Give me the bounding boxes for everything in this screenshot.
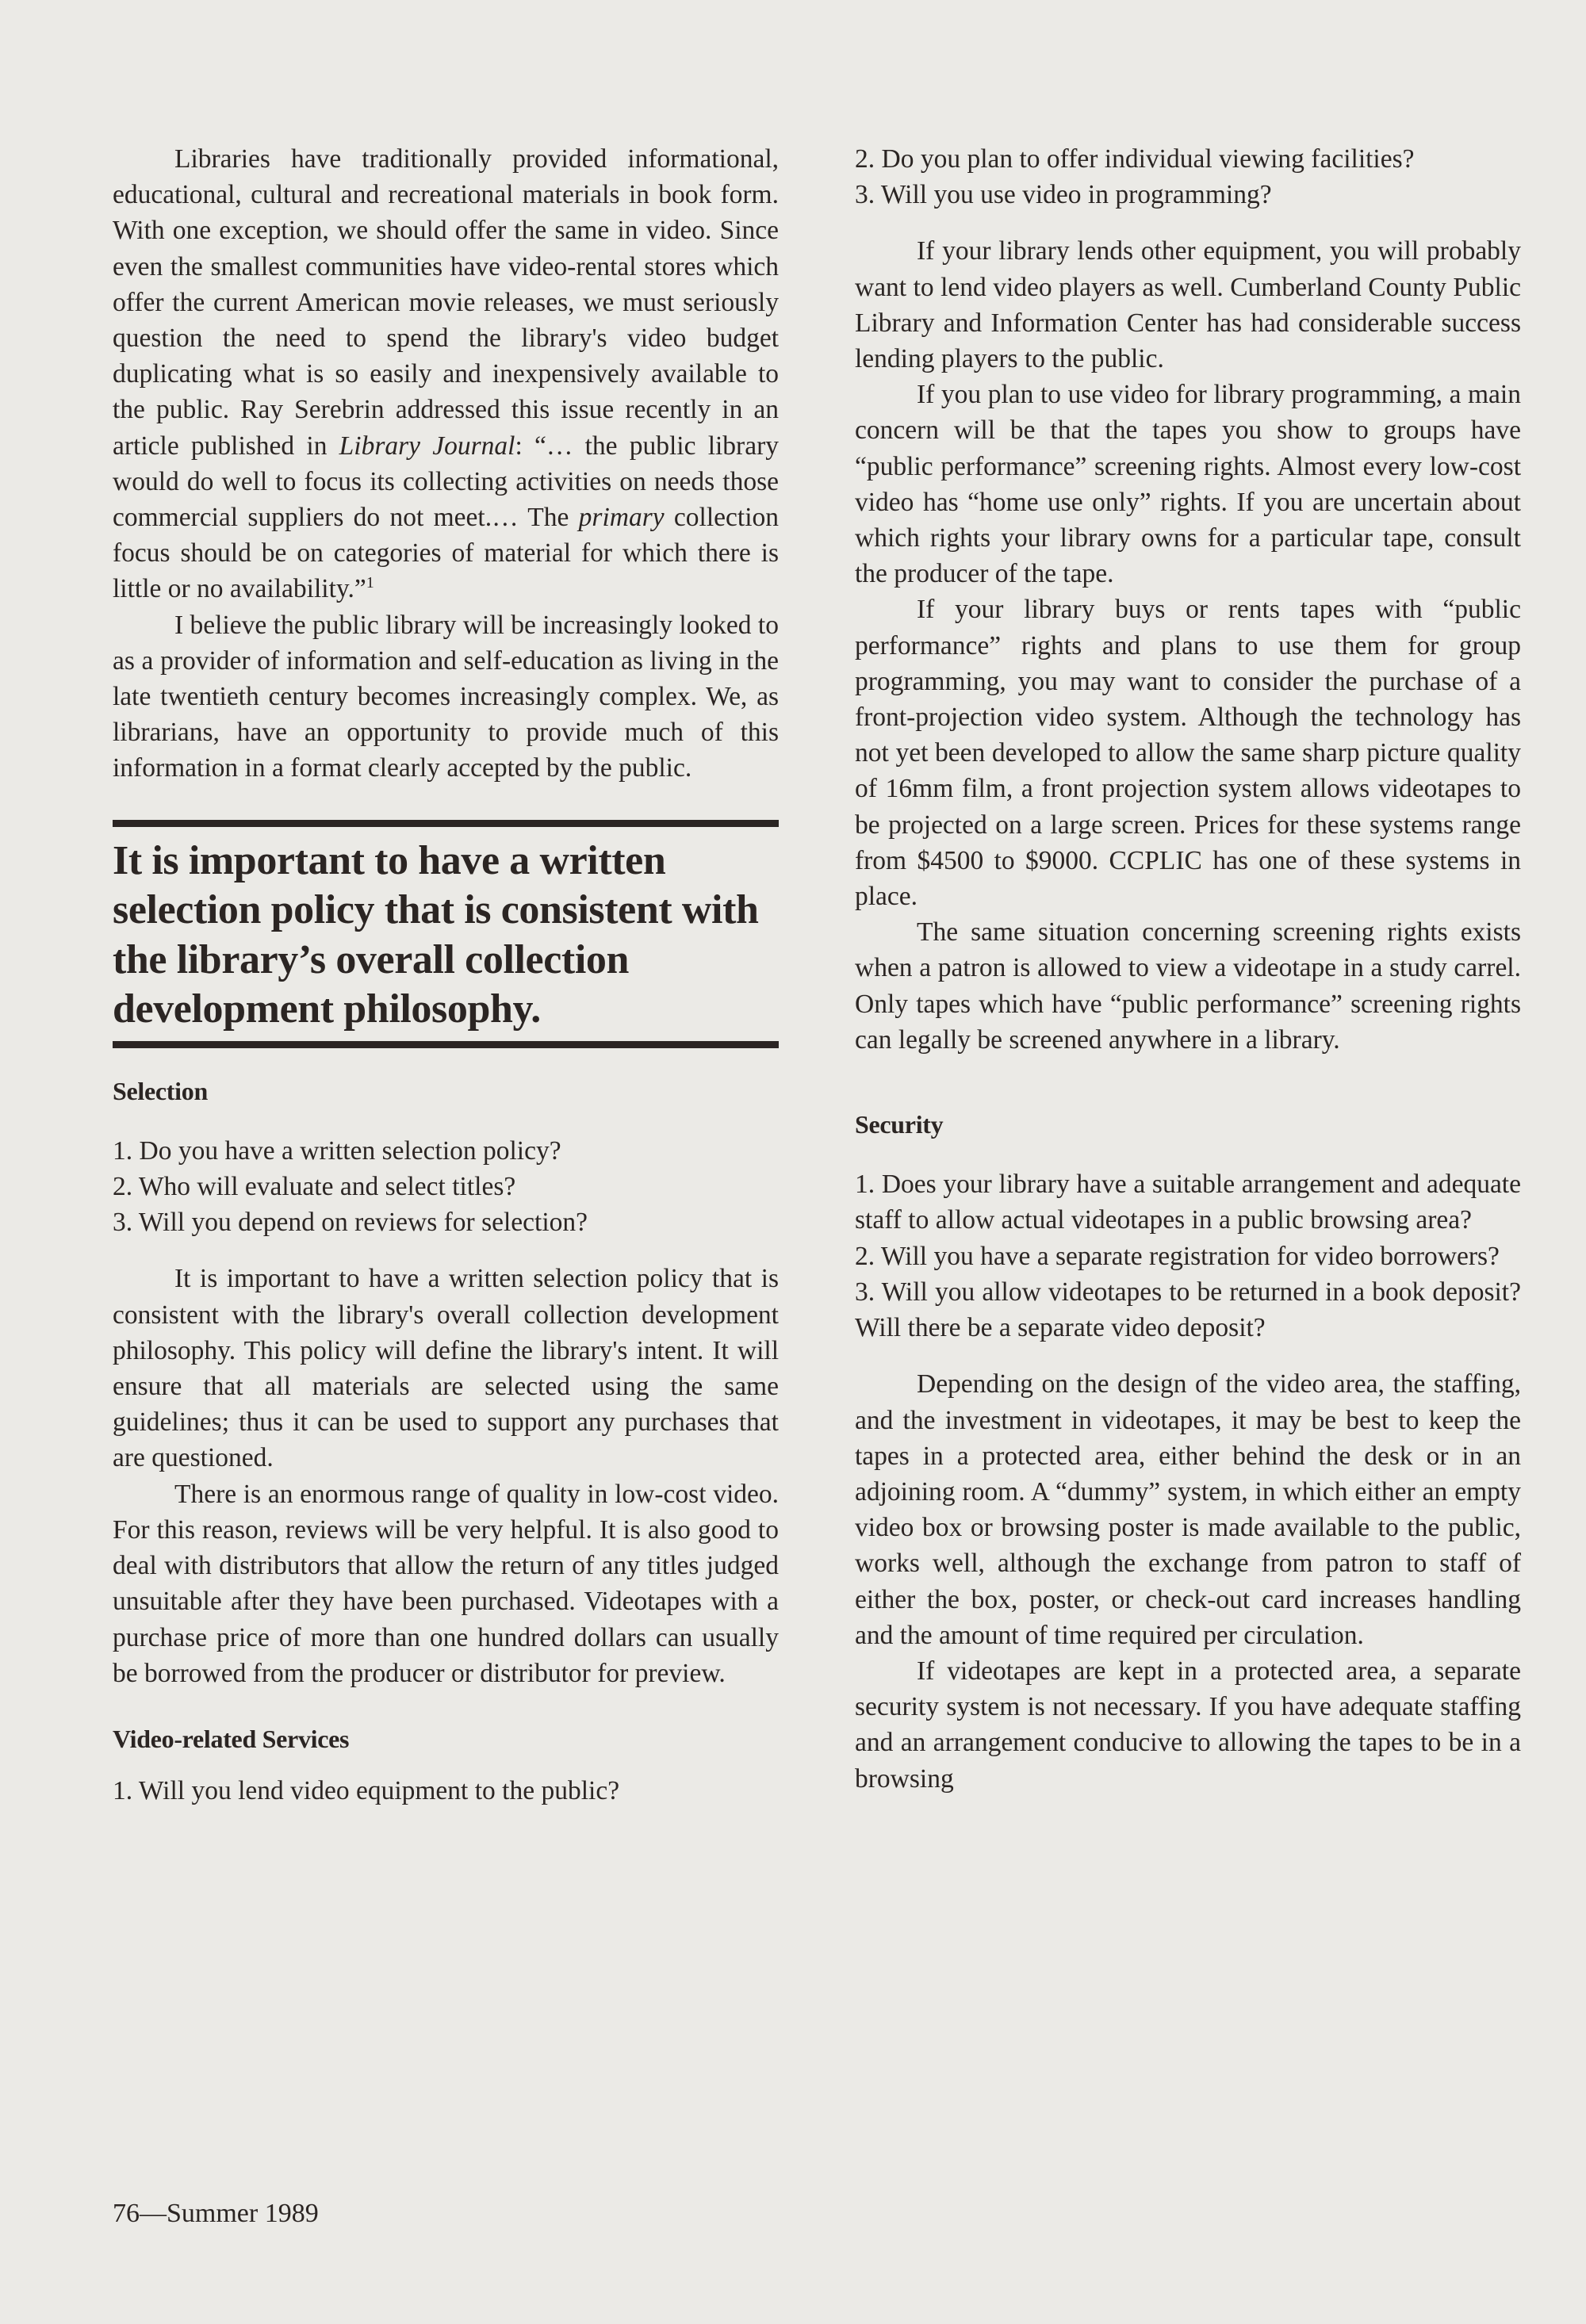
page-footer: 76—Summer 1989 xyxy=(113,2199,319,2228)
pull-quote: It is important to have a written selection policy that is consistent with the library’s overall collection development philosophy. xyxy=(113,820,779,1048)
body-paragraph: There is an enormous range of quality in low-cost video. For this reason, reviews will be very helpful. It is also good to deal with distributors that allow the return of any titles judged unsuitable after they have been purchased. Videotapes with a purchase price of more than one hundred dollars can usually be borrowed from the producer or distributor for preview. xyxy=(113,1479,779,1688)
question-item: 2. Who will evaluate and select titles? xyxy=(113,1172,516,1202)
section-video-services xyxy=(113,1721,779,1809)
section-heading: Security xyxy=(855,1110,944,1139)
section-heading: Selection xyxy=(113,1076,208,1105)
body-paragraph: If videotapes are kept in a protected area, a separate security system is not necessary. If you have adequate staffing and an arrangement conducive to allowing the tapes to be in a browsing xyxy=(855,1656,1521,1794)
question-item: 2. Will you have a separate registration for video borrowers? xyxy=(855,1241,1500,1271)
body-paragraph: The same situation concerning screening rights exists when a patron is allowed to view a videotape in a study carrel. Only tapes which have “public performance” screening rights can legally be screened anywhere in a library. xyxy=(855,917,1521,1055)
emphasis-primary: primary xyxy=(578,503,665,533)
question-item: 3. Will you use video in programming? xyxy=(855,180,1272,210)
question-item: 1. Does your library have a suitable arrangement and adequate staff to allow actual videotapes in a public browsing area? xyxy=(855,1170,1521,1235)
section-security xyxy=(855,1107,1521,1797)
body-paragraph: If you plan to use video for library programming, a main concern will be that the tapes you show to groups have “public performance” screening rights. Almost every low-cost video has “home use only” rights. If you are uncertain about which rights your library owns for a particular tape, consult the producer of the tape. xyxy=(855,380,1521,589)
question-item: 3. Will you allow videotapes to be returned in a book deposit? Will there be a separate video deposit? xyxy=(855,1277,1521,1343)
journal-title: Library Journal xyxy=(339,431,515,461)
body-paragraph: I believe the public library will be increasingly looked to as a provider of information and self-education as living in the late twentieth century becomes increasingly complex. We, as librarians, have an opportunity to provide much of this information in a format clearly accepted by the public. xyxy=(113,610,779,783)
question-item: 1. Do you have a written selection policy? xyxy=(113,1135,561,1166)
question-item: 1. Will you lend video equipment to the public? xyxy=(113,1776,620,1806)
question-list xyxy=(113,1773,779,1809)
question-list xyxy=(113,1133,779,1241)
body-paragraph: Depending on the design of the video area, the staffing, and the investment in videotapes, it may be best to keep the tapes in a protected area, either behind the desk or in an adjoining room. A “dummy” system, in which either an empty video box or browsing poster is made available to the public, works well, although the exchange from patron to staff of either the box, poster, or check-out card increases handling and the amount of time required per circulation. xyxy=(855,1369,1521,1650)
section-video-services-continued xyxy=(855,141,1521,1058)
question-item: 3. Will you depend on reviews for selection? xyxy=(113,1208,588,1238)
left-column xyxy=(113,141,779,1809)
question-item: 2. Do you plan to offer individual viewing facilities? xyxy=(855,144,1415,174)
footnote-marker: 1 xyxy=(366,574,374,592)
section-selection xyxy=(113,1074,779,1691)
body-paragraph: It is important to have a written selection policy that is consistent with the library's overall collection development philosophy. This policy will define the library's intent. It will ensure that all materials are selected using the same guidelines; thus it can be used to support any purchases that are questioned. xyxy=(113,1264,779,1473)
intro-paragraph: Libraries have traditionally provided informational, educational, cultural and recreational materials in book form. With one exception, we should offer the same in video. Since even the smallest communities have video-rental stores which offer the current American movie releases, we must seriously question the need to spend the library's video budget duplicating what is so easily and inexpensively available to the public. Ray Serebrin addressed this issue recently in an article published in Library Journal: “… the public library would do well to focus its collecting activities on needs those commercial suppliers do not meet.… The primary collection focus should be on categories of material for which there is little or no availability.”$^1$ xyxy=(113,144,780,604)
body-paragraph: If your library buys or rents tapes with “public performance” rights and plans to use them for group programming, you may want to consider the purchase of a front-projection video system. Although the technology has not yet been developed to allow the same sharp picture quality of 16mm film, a front projection system allows videotapes to be projected on a large screen. Prices for these systems range from $4500 to $9000. CCPLIC has one of these systems in place. xyxy=(855,595,1521,912)
section-heading: Video-related Services xyxy=(113,1724,350,1753)
question-list xyxy=(855,1166,1521,1346)
right-column xyxy=(855,141,1521,1797)
body-paragraph: If your library lends other equipment, you will probably want to lend video players as well. Cumberland County Public Library and Information Center has had considerable success lending players to the public. xyxy=(855,236,1521,374)
